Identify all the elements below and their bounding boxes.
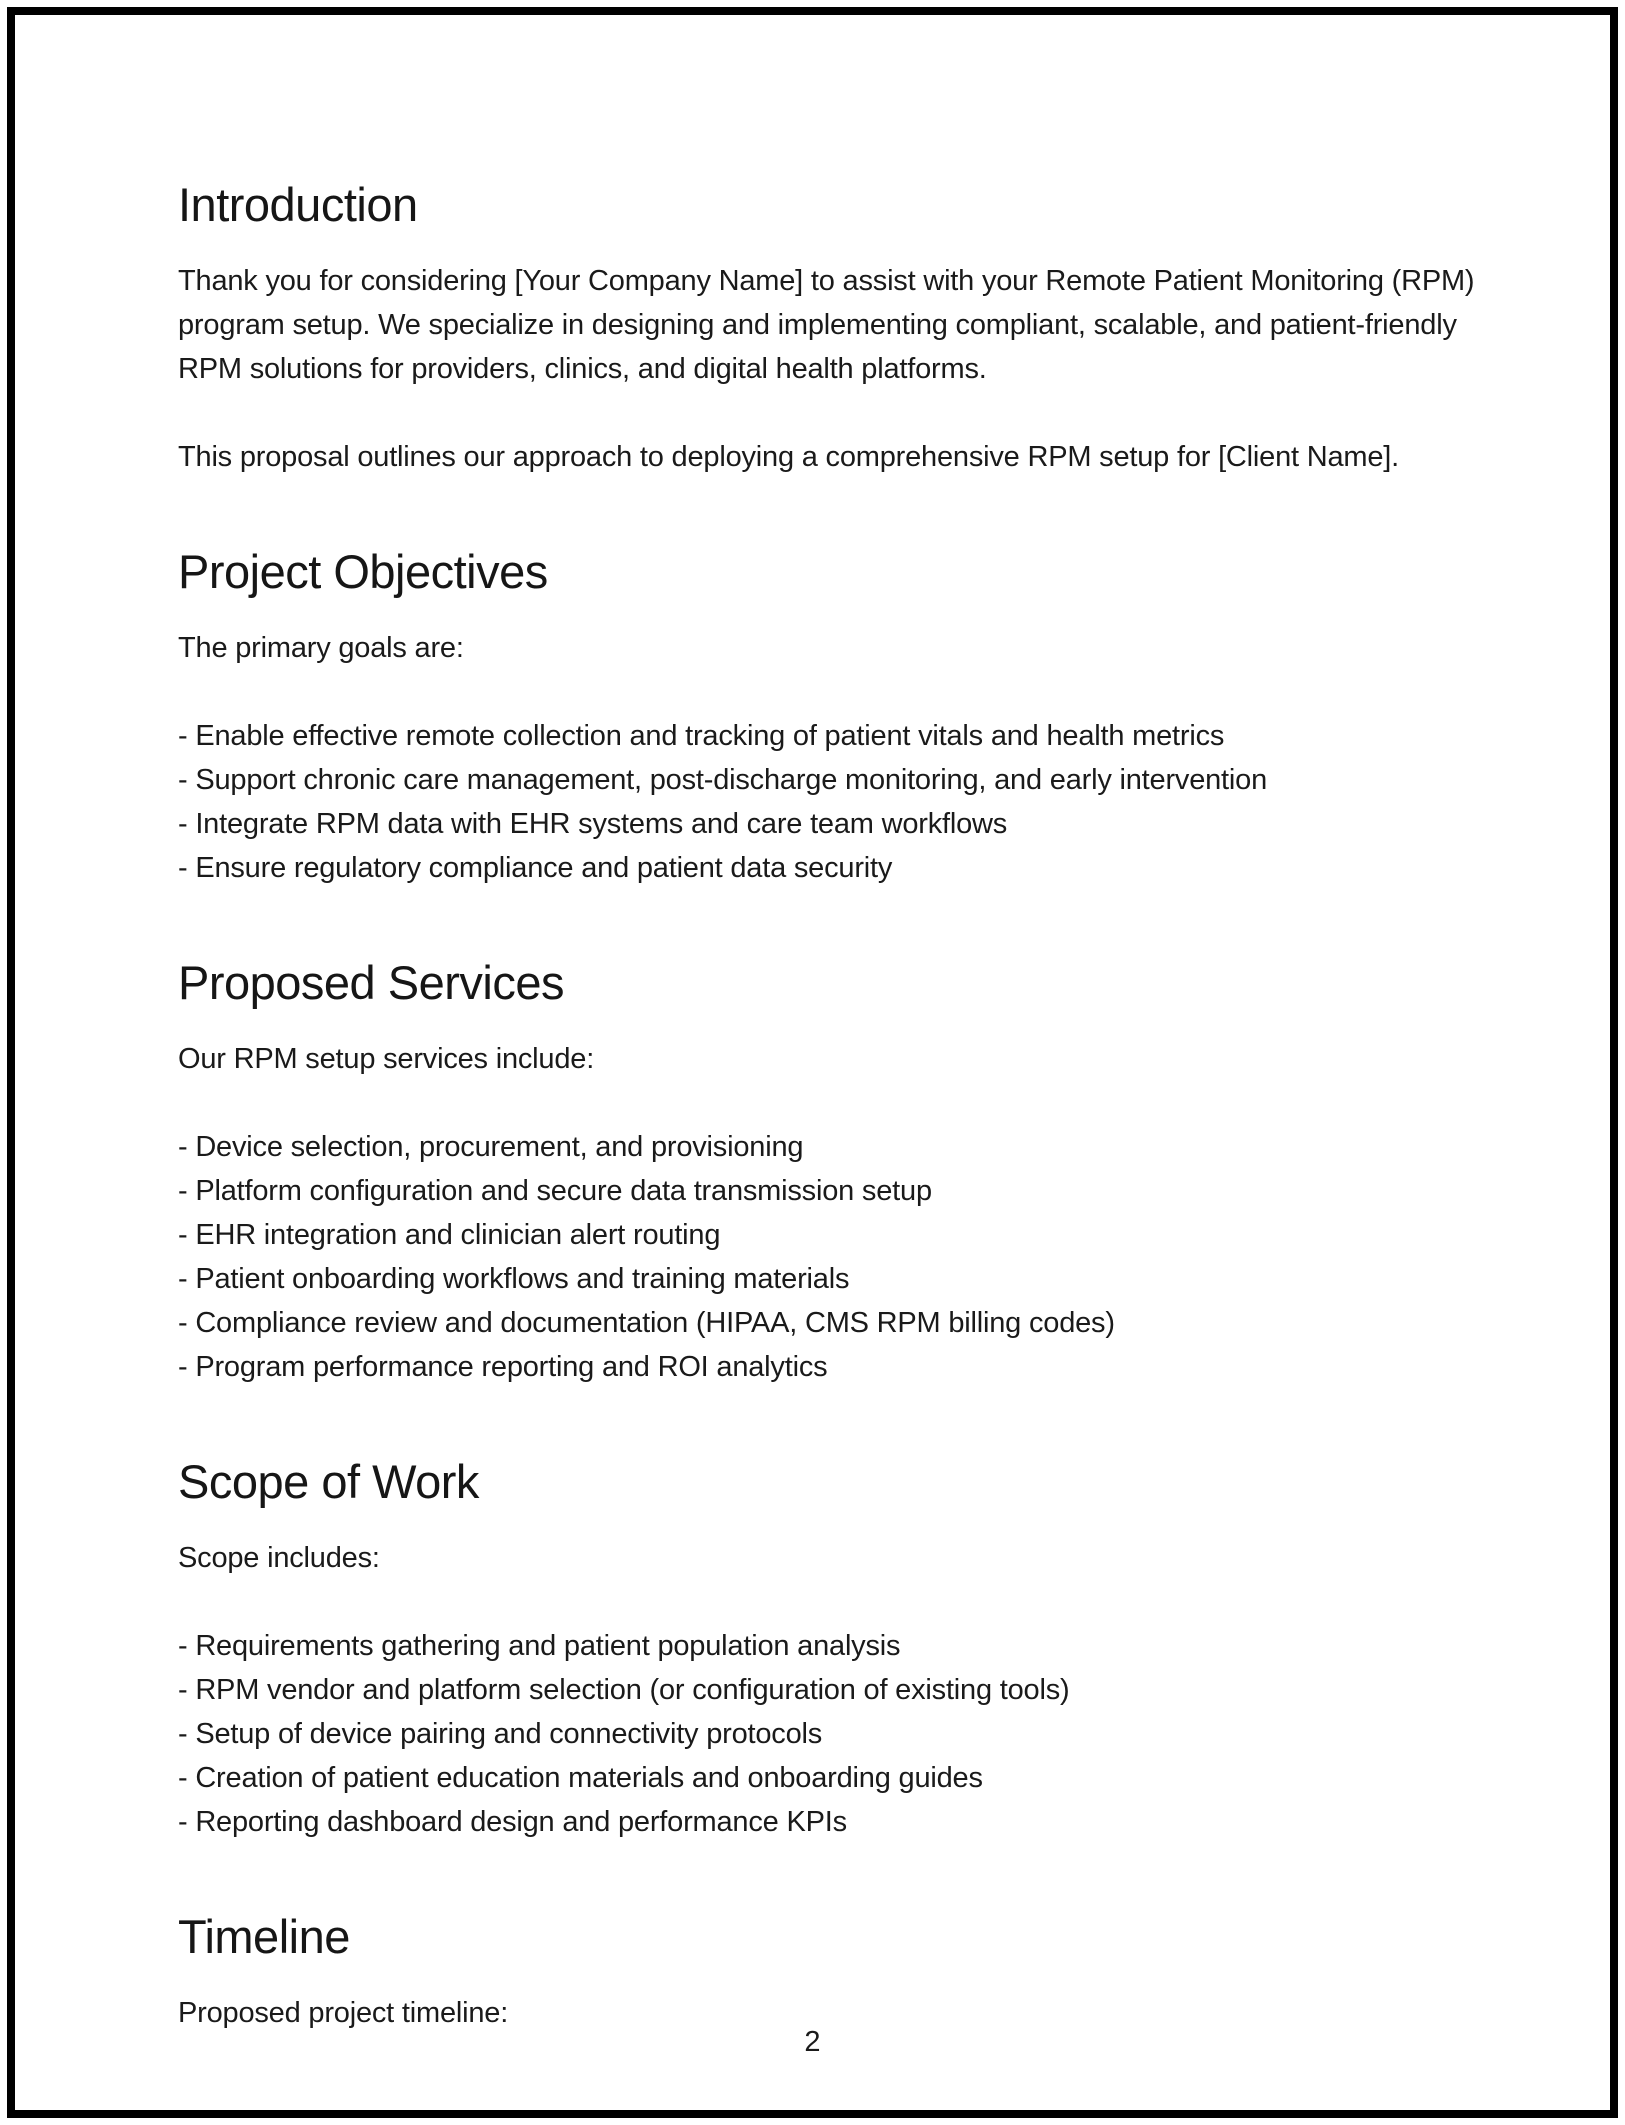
section: [178, 175, 1530, 479]
section: [178, 953, 1530, 1389]
bullet-list: [178, 714, 1530, 890]
list-item: - Platform configuration and secure data transmission setup: [178, 1175, 932, 1207]
bullet-list: [178, 1624, 1530, 1844]
paragraph: [178, 259, 1530, 391]
paragraph: [178, 1037, 1530, 1081]
section: [178, 1452, 1530, 1844]
list-item: - EHR integration and clinician alert routing: [178, 1219, 721, 1251]
paragraph-line: Our RPM setup services include:: [178, 1043, 595, 1075]
section: [178, 1907, 1530, 2035]
list-item: - Compliance review and documentation (HIPAA, CMS RPM billing codes): [178, 1307, 1115, 1339]
list-item: - Enable effective remote collection and tracking of patient vitals and health metrics: [178, 720, 1225, 752]
section-heading: Proposed Services: [178, 956, 564, 1009]
list-item: - Reporting dashboard design and performance KPIs: [178, 1806, 847, 1838]
list-item: - Integrate RPM data with EHR systems and care team workflows: [178, 808, 1008, 840]
document-body: [178, 175, 1530, 2035]
paragraph-line: RPM solutions for providers, clinics, and digital health platforms.: [178, 353, 987, 385]
paragraph-line: Thank you for considering [Your Company Name] to assist with your Remote Patient Monitoring (RPM): [178, 265, 1475, 297]
list-item: - Ensure regulatory compliance and patient data security: [178, 852, 893, 884]
paragraph-line: The primary goals are:: [178, 632, 464, 664]
list-item: - Device selection, procurement, and provisioning: [178, 1131, 804, 1163]
section-heading: Introduction: [178, 178, 418, 231]
paragraph-line: Proposed project timeline:: [178, 1997, 509, 2029]
paragraph-line: Scope includes:: [178, 1542, 380, 1574]
list-item: - Creation of patient education materials and onboarding guides: [178, 1762, 983, 1794]
paragraph-line: This proposal outlines our approach to deploying a comprehensive RPM setup for [Client Name].: [178, 441, 1399, 473]
document-page: [7, 7, 1618, 2118]
list-item: - Support chronic care management, post-discharge monitoring, and early intervention: [178, 764, 1268, 796]
bullet-list: [178, 1125, 1530, 1389]
paragraph: [178, 626, 1530, 670]
list-item: - Patient onboarding workflows and training materials: [178, 1263, 850, 1295]
list-item: - RPM vendor and platform selection (or configuration of existing tools): [178, 1674, 1070, 1706]
section: [178, 542, 1530, 890]
section-heading: Project Objectives: [178, 545, 548, 598]
list-item: - Requirements gathering and patient population analysis: [178, 1630, 901, 1662]
paragraph: [178, 435, 1530, 479]
page-number: 2: [804, 2026, 821, 2058]
paragraph: [178, 1536, 1530, 1580]
paragraph-line: program setup. We specialize in designing and implementing compliant, scalable, and patient-friendly: [178, 309, 1457, 341]
section-heading: Scope of Work: [178, 1455, 479, 1508]
section-heading: Timeline: [178, 1910, 350, 1963]
list-item: - Program performance reporting and ROI analytics: [178, 1351, 828, 1383]
list-item: - Setup of device pairing and connectivity protocols: [178, 1718, 823, 1750]
